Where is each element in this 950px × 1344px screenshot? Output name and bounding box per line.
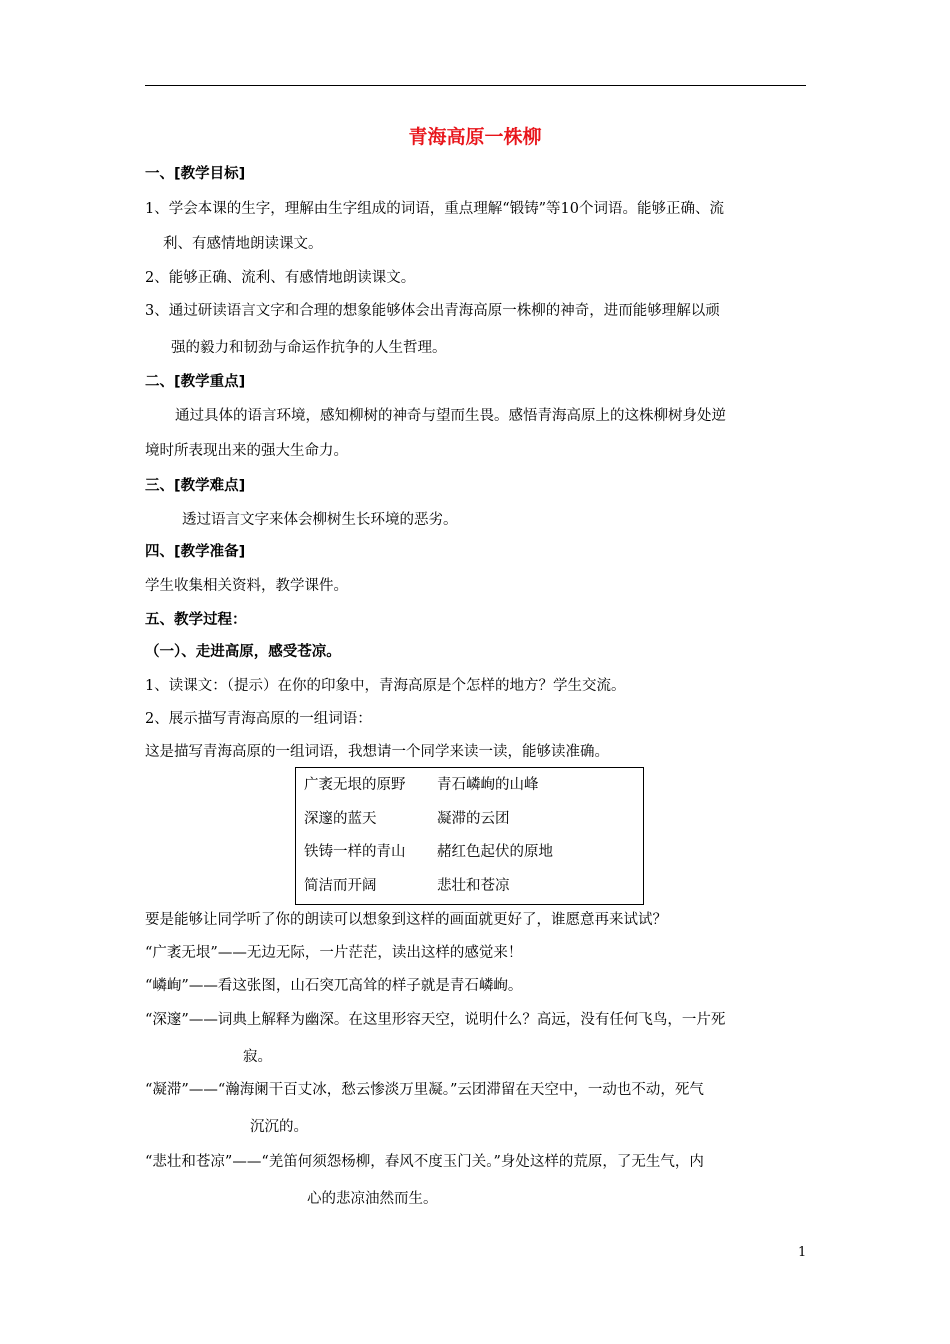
document-title: 青海高原一株柳 (408, 126, 542, 148)
paragraph-line: 通过具体的语言环境，感知柳树的神奇与望而生畏。感悟青海高原上的这株柳树身处逆 (175, 408, 726, 424)
paragraph-line: “悲壮和苍凉”——“羌笛何须怨杨柳，春风不度玉门关。”身处这样的荒原，了无生气，内 (145, 1154, 704, 1170)
vocab-item: 青石嶙峋的山峰 (437, 777, 539, 793)
vocab-item: 悲壮和苍凉 (437, 878, 510, 894)
paragraph-line: 这是描写青海高原的一组词语，我想请一个同学来读一读，能够读准确。 (145, 744, 609, 760)
paragraph-line: 学生收集相关资料，教学课件。 (145, 578, 348, 594)
section-heading-objectives: 一、[教学目标] (145, 166, 246, 182)
paragraph-line: “深邃”——词典上解释为幽深。在这里形容天空，说明什么？高远，没有任何飞鸟，一片死 (145, 1012, 726, 1028)
paragraph-line: 2、能够正确、流利、有感情地朗读课文。 (145, 270, 416, 286)
paragraph-line: 要是能够让同学听了你的朗读可以想象到这样的画面就更好了，谁愿意再来试试？ (145, 912, 667, 928)
vocab-item: 铁铸一样的青山 (304, 844, 406, 860)
paragraph-line: 1、学会本课的生字，理解由生字组成的词语，重点理解“锻铸”等10个词语。能够正确、流 (145, 201, 724, 217)
paragraph-line: 透过语言文字来体会柳树生长环境的恶劣。 (182, 512, 458, 528)
section-heading-keypoints: 二、[教学重点] (145, 374, 246, 390)
paragraph-line: 寂。 (243, 1049, 272, 1065)
paragraph-line: 利、有感情地朗读课文。 (163, 236, 323, 252)
paragraph-line: “凝滞”——“瀚海阑干百丈冰，愁云惨淡万里凝。”云团滞留在天空中，一动也不动，死气 (145, 1082, 704, 1098)
section-heading-difficulties: 三、[教学难点] (145, 478, 246, 494)
page-number: 1 (798, 1245, 807, 1260)
paragraph-line: “嶙峋”——看这张图，山石突兀高耸的样子就是青石嶙峋。 (145, 978, 523, 994)
vocabulary-box (295, 767, 644, 905)
vocab-item: 赭红色起伏的原地 (437, 844, 553, 860)
subsection-heading: （一）、走进高原，感受苍凉。 (145, 644, 341, 660)
section-heading-process: 五、教学过程： (145, 612, 247, 628)
vocab-item: 深邃的蓝天 (304, 811, 377, 827)
paragraph-line: 3、通过研读语言文字和合理的想象能够体会出青海高原一株柳的神奇，进而能够理解以顽 (145, 303, 720, 319)
vocab-item: 凝滞的云团 (437, 811, 510, 827)
header-rule (145, 85, 806, 86)
paragraph-line: 沉沉的。 (250, 1119, 308, 1135)
section-heading-preparation: 四、[教学准备] (145, 544, 246, 560)
paragraph-line: “广袤无垠”——无边无际，一片茫茫，读出这样的感觉来！ (145, 945, 523, 961)
paragraph-line: 强的毅力和韧劲与命运作抗争的人生哲理。 (171, 340, 447, 356)
vocab-item: 简洁而开阔 (304, 878, 377, 894)
paragraph-line: 境时所表现出来的强大生命力。 (145, 443, 348, 459)
vocab-item: 广袤无垠的原野 (304, 777, 406, 793)
paragraph-line: 心的悲凉油然而生。 (307, 1191, 438, 1207)
paragraph-line: 2、展示描写青海高原的一组词语： (145, 711, 372, 727)
paragraph-line: 1、读课文：（提示）在你的印象中，青海高原是个怎样的地方？学生交流。 (145, 678, 626, 694)
